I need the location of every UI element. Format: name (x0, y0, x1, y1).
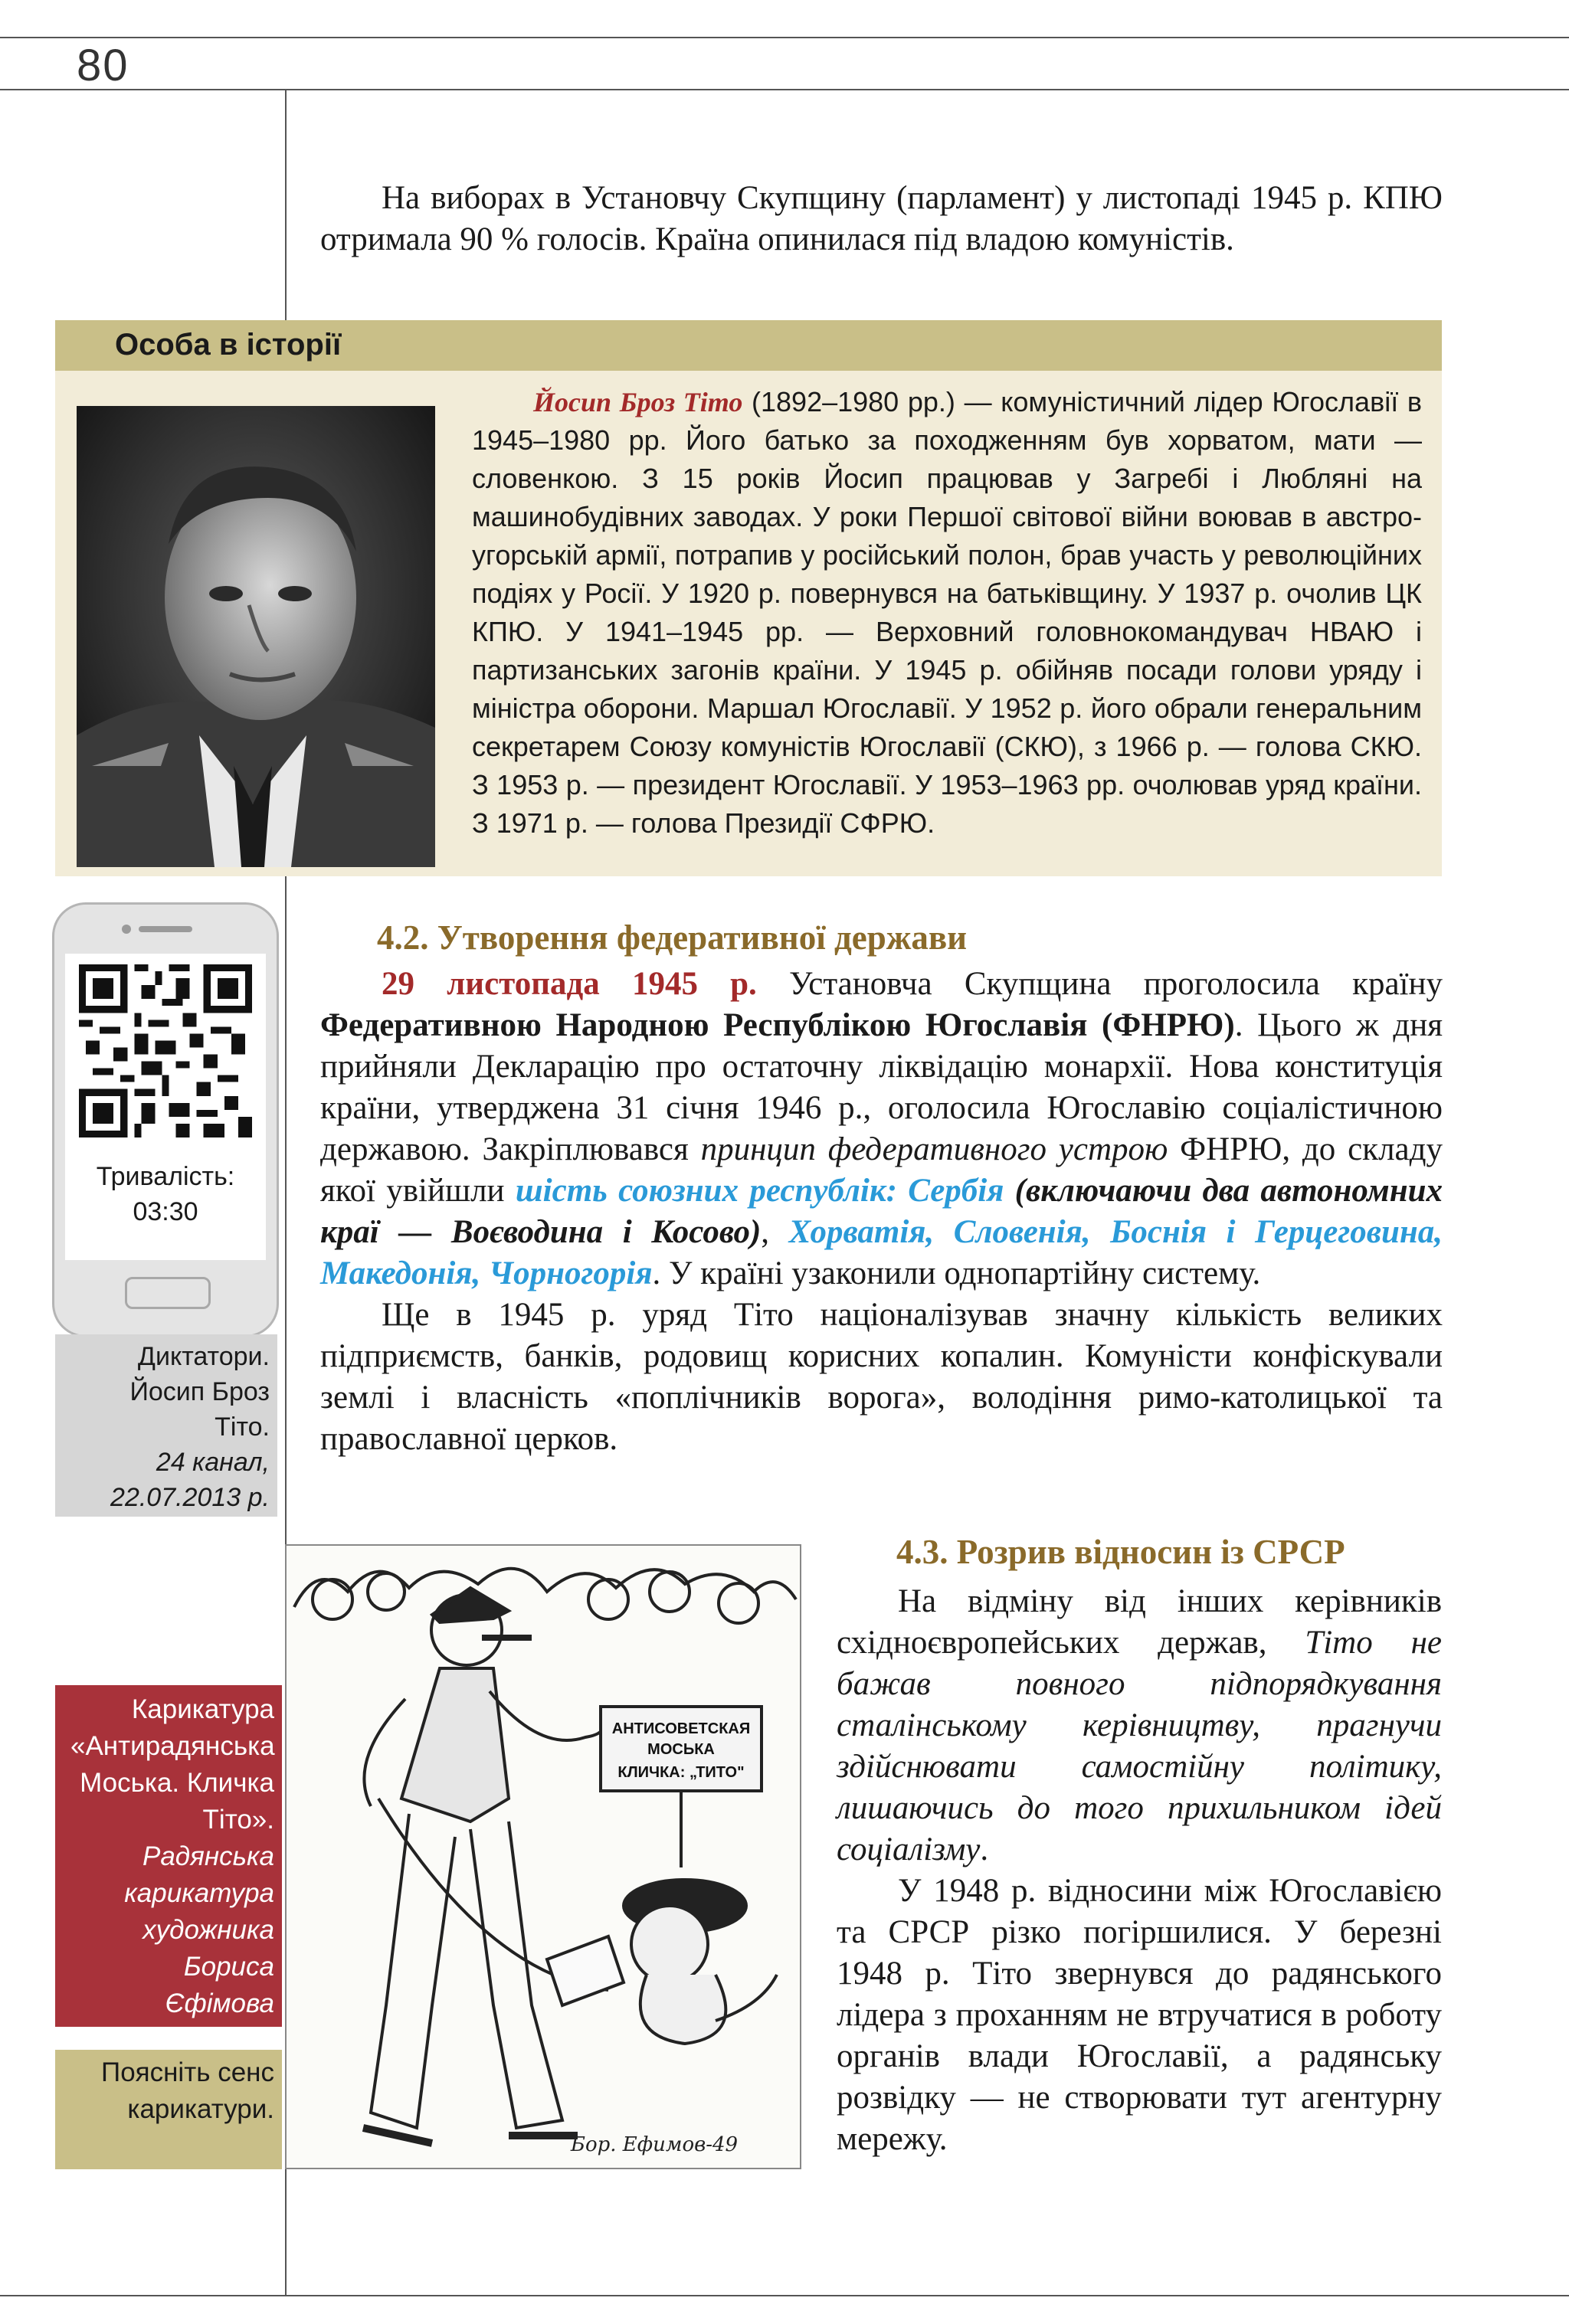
section-42-paragraph-1 (320, 964, 1443, 1295)
cartoon-caption-author: Радянська карикатура художника Бориса Єфімова (124, 1841, 274, 2018)
intro-text: На виборах в Установчу Скупщину (парламент) у листопаді 1945 р. КПЮ отримала 90 % голосів. Країна опинилася під владою комуністів. (320, 180, 1443, 257)
cartoon-caption (55, 1685, 282, 2027)
text-run: . (980, 1831, 989, 1867)
phone-screen (65, 954, 266, 1260)
qr-code-icon[interactable] (79, 964, 252, 1137)
tito-bio-text: (1892–1980 рр.) — комуністичний лідер Югославії в 1945–1980 рр. Його батько за походженням був хорватом, мати — словенкою. З 15 років Йосип працював у Загребі і Любляні на машинобудівних заводах. У роки Першої світової війни воював в австро-угорській армії, потрапив у російський полон, брав участь у революційних подіях у Росії. У 1920 р. повернувся на батьківщину. У 1937 р. очолив ЦК КПЮ. У 1941–1945 рр. — Верховний головнокомандувач НВАЮ і партизанських загонів країни. У 1945 р. обійняв посади голови уряду і міністра оборони. Маршал Югославії. У 1952 р. його обрали генеральним секретарем Союзу комуністів Югославії (СКЮ), з 1966 р. — голова СКЮ. З 1953 р. — президент Югославії. У 1953–1963 рр. очолював уряд країни. З 1971 р. — голова Президії СФРЮ. (472, 386, 1422, 839)
video-caption (55, 1334, 277, 1517)
top-rule (0, 37, 1569, 38)
cartoon-image (285, 1544, 801, 2169)
section-42-paragraph-2: Ще в 1945 р. уряд Тіто націоналізував значну кількість великих підприємств, банків, родовищ корисних копалин. Комуністи конфіскували землі і власність «поплічників ворога», володіння римо-католицької та православної церков. (320, 1297, 1443, 1457)
cartoon-signature: Бор. Ефимов-49 (570, 2133, 739, 2156)
text-run: На відміну від інших керівників східноєвропейських держав, (837, 1583, 1442, 1661)
cartoon-caption-title: Карикатура «Антирадянська Моська. Кличка Тіто». (70, 1694, 275, 1835)
phone-camera (122, 925, 131, 934)
phone-speaker (139, 926, 192, 932)
cartoon-sign-line-2: МОСЬКА (647, 1741, 715, 1758)
date-highlight: 29 листопада 1945 р. (382, 966, 757, 1002)
tito-bio (472, 383, 1422, 843)
text-run: , (761, 1214, 789, 1250)
bottom-rule (0, 2295, 1569, 2296)
cartoon-sign-line-1: АНТИСОВЕТСКАЯ (611, 1720, 751, 1737)
cartoon-sign-line-3: КЛИЧКА: „ТИТО" (617, 1764, 745, 1781)
fnryu-term: Федеративною Народною Республікою Югославія (ФНРЮ) (320, 1007, 1235, 1043)
section-43-paragraph-1 (837, 1581, 1442, 1871)
tito-portrait (77, 406, 435, 867)
page-number: 80 (77, 41, 129, 90)
tito-name: Йосип Броз Тіто (533, 387, 743, 417)
text-run: . У країні узаконили однопартійну систему. (652, 1255, 1261, 1291)
video-duration-label: Тривалість: (96, 1162, 235, 1191)
republics-highlight-1: шість союзних республік: Сербія (515, 1173, 1004, 1209)
cartoon-task-text: Поясніть сенс карикатури. (101, 2057, 274, 2124)
federal-principle-term: принцип федеративного устрою (700, 1131, 1168, 1167)
video-phone[interactable] (52, 902, 279, 1337)
section-43-title: 4.3. Розрив відносин із СРСР (896, 1533, 1345, 1571)
video-caption-title: Диктатори. Йосип Броз Тіто. (129, 1342, 270, 1442)
tito-policy-italic: Тіто не бажав повного підпорядкування сталінському керівництву, прагнучи здійснювати самостійну політику, лишаючись до того прихильником ідей соціалізму (837, 1625, 1442, 1867)
section-42-title: 4.2. Утворення федеративної держави (377, 918, 968, 957)
header-rule (0, 89, 1569, 90)
text-run: Установча Скупщина проголосила країну (756, 966, 1443, 1002)
autonomous-regions: (включаючи два автономних краї — Воєводина і Косово) (320, 1173, 1443, 1250)
section-42-body (320, 964, 1443, 1460)
person-box-title: Особа в історії (115, 328, 342, 362)
section-43-paragraph-2: У 1948 р. відносини між Югославією та СРСР різко погіршилися. У березні 1948 р. Тіто звернувся до радянського лідера з проханням не втручатися в роботу органів влади Югославії, а радянську розвідку — не створювати тут агентурну мережу. (837, 1873, 1442, 2157)
intro-paragraph (320, 178, 1443, 260)
section-43-body (837, 1581, 1442, 2160)
text-run: ФНРЮ, до складу якої увійшли (320, 1131, 1443, 1209)
republics-highlight-2: Хорватія, Словенія, Боснія і Герцеговина, Македонія, Чорногорія (320, 1214, 1443, 1291)
text-run: . Цього ж дня прийняли Декларацію про остаточну ліквідацію монархії. Нова конституція країни, утверджена 31 січня 1946 р., оголосила Югославію соціалістичною державою. Закріплювався (320, 1007, 1443, 1167)
video-duration: 03:30 (133, 1197, 198, 1226)
person-box-header (55, 320, 1442, 371)
phone-home-button (125, 1277, 211, 1309)
cartoon-task (55, 2050, 282, 2169)
video-caption-source: 24 канал, 22.07.2013 р. (110, 1448, 270, 1512)
